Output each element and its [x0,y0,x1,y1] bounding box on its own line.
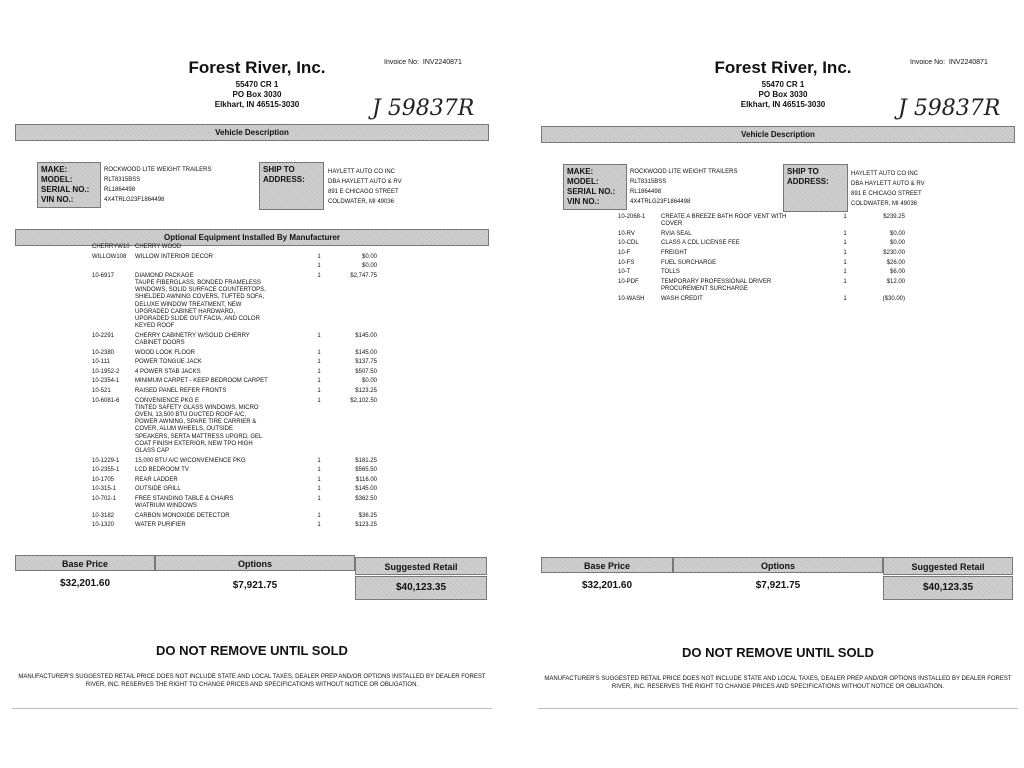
item-quantity: 1 [317,272,321,279]
item-code: 10-F [618,250,631,256]
item-code: 10-111 [92,359,110,366]
item-description: LCD BEDROOM TV [135,467,189,474]
options-value: $7,921.75 [755,580,801,591]
company-name: Forest River, Inc. [188,58,326,77]
disclaimer: MANUFACTURER'S SUGGESTED RETAIL PRICE DOES NOT INCLUDE STATE AND LOCAL TAXES, DEALER PREP AND/OR OPTIONS INSTALLED BY DEALER FOREST RIVER, INC. RESERVES THE RIGHT TO CHANGE PRICES AND SPECIFICATIONS WITHOUT NOTICE OR OBLIGATION. [544,676,1012,690]
item-description: RVIA SEAL [661,230,692,237]
item-quantity: 1 [317,368,321,375]
suggested-retail-label: Suggested Retail [355,557,487,575]
item-description: WOOD LOOK FLOOR [135,349,196,356]
item-code: 10-2291 [92,332,115,339]
handwritten-stock-number: J 59837R [372,96,475,121]
item-price: $0.00 [889,230,905,237]
item-code: 10-3182 [92,512,115,519]
company-address-line-3: Elkhart, IN 46515-3030 [740,100,826,109]
item-code: 10-521 [92,388,111,394]
item-quantity: 1 [317,349,321,356]
item-description: CARBON MONOXIDE DETECTOR [135,512,230,519]
item-quantity: 1 [843,240,847,247]
item-code: 10-6917 [92,272,115,279]
item-description: OUTSIDE GRILL [135,486,181,493]
item-price: ($30.00) [882,295,905,302]
item-quantity: 1 [843,269,847,276]
invoice-number: Invoice No: INV2240871 [384,59,462,66]
item-price: $230.00 [883,250,905,256]
item-price: $26.00 [886,259,905,266]
item-code: 10-1705 [92,476,115,483]
item-description: WILLOW INTERIOR DECOR [135,253,214,260]
item-price: $36.25 [358,512,377,519]
item-price: $0.00 [361,378,377,385]
vehicle-labels-box: MAKE: MODEL: SERIAL NO.: VIN NO.: [563,164,627,210]
base-price-label: Base Price [541,557,673,573]
company-address-line-2: PO Box 3030 [758,90,808,99]
options-value: $7,921.75 [232,580,278,591]
company-address-line-3: Elkhart, IN 46515-3030 [214,100,300,109]
item-quantity: 1 [843,259,847,266]
company-address-line-1: 55470 CR 1 [235,80,279,89]
do-not-remove-notice: DO NOT REMOVE UNTIL SOLD [156,643,348,658]
item-code: 10-2380 [92,349,115,356]
item-price: $239.25 [883,214,905,220]
item-code: 10-702-1 [92,496,117,502]
item-description: CLASS A CDL LICENSE FEE [661,240,740,247]
item-description: CONVENIENCE PKG E TINTED SAFETY GLASS WINDOWS, MICRO OVEN, 13,500 BTU DUCTED ROOF A/C, POWER AWNING, SPARE TIRE CARRIER & COVER, ALUM WHEELS, OUTSIDE SPEAKERS, SERTA MATTRESS UPGRD, GEL COAT FINISH EXTERIOR, NEW TPO HIGH GLASS CAP [135,397,263,455]
item-description: WASH CREDIT [661,295,703,302]
vehicle-description-header: Vehicle Description [541,126,1015,143]
suggested-retail-label: Suggested Retail [883,557,1013,575]
item-quantity: 1 [843,214,847,220]
item-price: $0.00 [361,263,377,270]
item-code: WILLOW108 [92,253,127,260]
item-description: FREE STANDING TABLE & CHAIRS W/ATRIUM WINDOWS [135,496,234,510]
base-price-label: Base Price [15,555,155,571]
item-quantity: 1 [843,230,847,237]
optional-equipment-header: Optional Equipment Installed By Manufacturer [15,229,489,246]
item-code: 10-PDF [618,278,639,285]
item-description: REAR LADDER [135,476,178,483]
invoice-page-1 [12,0,492,715]
base-price-value: $32,201.60 [581,580,633,591]
item-price: $0.00 [361,253,377,260]
item-price: $137.75 [355,359,377,366]
invoice-page-2 [538,0,1018,715]
item-code: CHERRYW10 [92,244,130,250]
item-quantity: 1 [317,512,321,519]
item-code: 10-1320 [92,522,115,529]
item-quantity: 1 [317,263,321,270]
item-description: DIAMOND PACKAGE TAUPE FIBERGLASS, BONDED FRAMELESS WINDOWS, SOLID SURFACE COUNTERTOPS, SHIELDED AWNING COVERS, TUFTED SOFA, DELUXE WINDOW TREATMENT, NEW UPGRADED CABINET HARDWARD, UPGRADED SLIDE OUT FACIA, AND COLOR KEYED ROOF [135,272,266,330]
item-price: $6.00 [889,269,905,276]
bottom-rule [12,708,492,709]
company-address-line-2: PO Box 3030 [232,90,282,99]
item-price: $145.00 [355,349,377,356]
item-quantity: 1 [843,295,847,302]
item-quantity: 1 [317,253,321,260]
item-description: 4 POWER STAB JACKS [135,368,201,375]
item-code: 10-2354-1 [92,378,120,385]
item-description: WATER PURIFIER [135,522,186,529]
item-price: $0.00 [889,240,905,247]
item-quantity: 1 [317,522,321,529]
item-price: $12.00 [886,278,905,285]
item-code: 10-CDL [618,240,639,247]
item-quantity: 1 [317,476,321,483]
item-quantity: 1 [317,486,321,493]
item-price: $2,102.50 [350,397,377,404]
item-price: $145.00 [355,486,377,493]
item-price: $565.50 [355,467,377,474]
item-description: CHERRY WOOD [135,244,182,250]
item-price: $123.25 [355,522,377,529]
item-code: 10-2068-1 [618,214,646,220]
optional-equipment-list [12,244,492,554]
item-description: CREATE A BREEZE BATH ROOF VENT WITH COVER [661,214,787,228]
vehicle-labels-box: MAKE: MODEL: SERIAL NO.: VIN NO.: [37,162,101,208]
item-price: $145.00 [355,332,377,339]
bottom-rule [538,708,1018,709]
vehicle-values: ROCKWOOD LITE WEIGHT TRAILERS RLT8315BSS RL1864498 4X4TRLG23F1864498 [630,169,738,205]
item-code: 10-315-1 [92,486,117,493]
item-quantity: 1 [317,378,321,385]
suggested-retail-value: $40,123.35 [883,576,1013,600]
item-code: 10-T [618,269,631,276]
item-description: FUEL SURCHARGE [661,259,717,266]
item-quantity: 1 [317,359,321,366]
item-description: POWER TONGUE JACK [135,359,202,366]
suggested-retail-value: $40,123.35 [355,576,487,600]
ship-to-label: SHIP TO ADDRESS: [783,164,848,212]
disclaimer: MANUFACTURER'S SUGGESTED RETAIL PRICE DOES NOT INCLUDE STATE AND LOCAL TAXES, DEALER PREP AND/OR OPTIONS INSTALLED BY DEALER FOREST RIVER, INC. RESERVES THE RIGHT TO CHANGE PRICES AND SPECIFICATIONS WITHOUT NOTICE OR OBLIGATION. [18,674,486,688]
item-code: 10-WASH [618,295,645,302]
item-code: 10-1229-1 [92,457,120,464]
item-quantity: 1 [317,397,321,404]
company-name: Forest River, Inc. [714,58,852,77]
ship-to-address: HAYLETT AUTO CO INC DBA HAYLETT AUTO & RV 891 E CHICAGO STREET COLDWATER, MI 49036 [328,169,402,205]
item-quantity: 1 [843,278,847,285]
item-code: 10-1952-2 [92,368,120,375]
invoice-number: Invoice No: INV2240871 [910,59,988,66]
item-price: $123.25 [355,388,377,394]
do-not-remove-notice: DO NOT REMOVE UNTIL SOLD [682,645,874,660]
item-price: $507.50 [355,368,377,375]
ship-to-address: HAYLETT AUTO CO INC DBA HAYLETT AUTO & RV 891 E CHICAGO STREET COLDWATER, MI 49036 [851,171,925,207]
item-price: $116.00 [355,476,377,483]
item-description: CHERRY CABINETRY W/SOLID CHERRY CABINET DOORS [135,332,250,346]
vehicle-values: ROCKWOOD LITE WEIGHT TRAILERS RLT8315BSS RL1864498 4X4TRLG23F1864498 [104,167,212,203]
item-code: 10-FS [618,259,635,266]
item-code: 10-RV [618,230,635,237]
item-description: RAISED PANEL REFER FRONTS [135,388,227,394]
item-quantity: 1 [317,388,321,394]
optional-equipment-list-continued [538,214,1018,324]
item-quantity: 1 [317,467,321,474]
company-address-line-1: 55470 CR 1 [761,80,805,89]
item-code: 10-2355-1 [92,467,120,474]
item-quantity: 1 [317,496,321,502]
item-price: $181.25 [355,457,377,464]
item-code: 10-6081-6 [92,397,120,404]
base-price-value: $32,201.60 [59,578,111,589]
item-description: MINIMUM CARPET - KEEP BEDROOM CARPET [135,378,268,385]
item-price: $2,747.75 [350,272,377,279]
item-description: TOLLS [661,269,680,276]
item-quantity: 1 [317,332,321,339]
item-quantity: 1 [317,457,321,464]
item-quantity: 1 [843,250,847,256]
options-label: Options [155,555,355,571]
handwritten-stock-number: J 59837R [898,96,1001,121]
vehicle-description-header: Vehicle Description [15,124,489,141]
item-price: $362.50 [355,496,377,502]
ship-to-label: SHIP TO ADDRESS: [259,162,324,210]
item-description: 15,000 BTU A/C W/CONVENIENCE PKG [135,457,246,464]
options-label: Options [673,557,883,573]
item-description: FREIGHT [661,250,688,256]
item-description: TEMPORARY PROFESSIONAL DRIVER PROCUREMENT SURCHARGE [661,278,772,292]
